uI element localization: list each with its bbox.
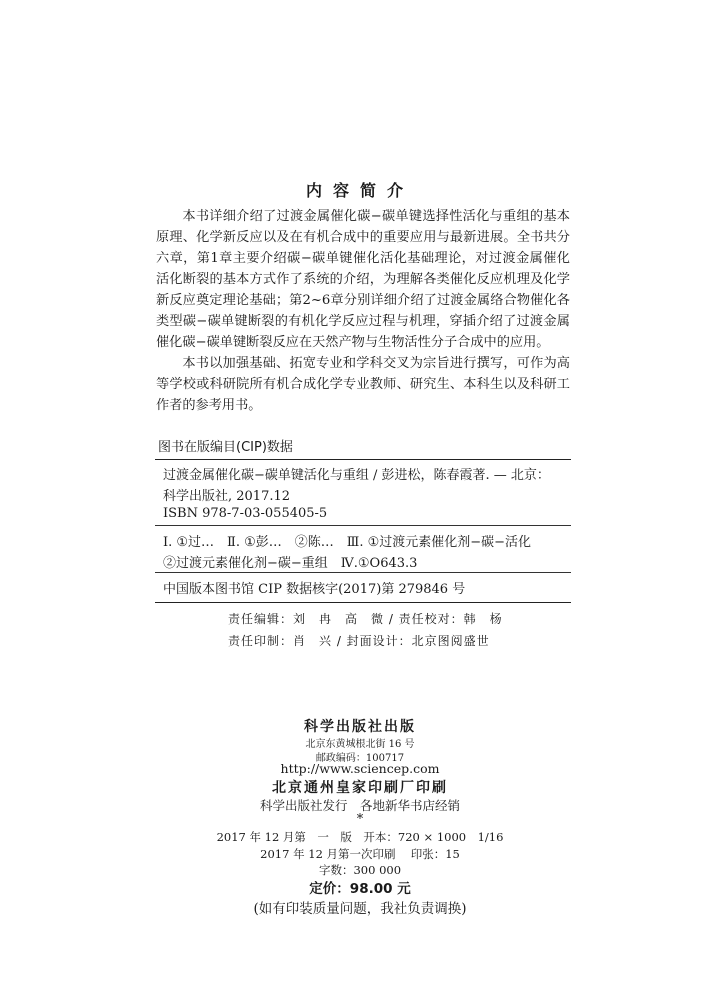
cip-line-title: 过渡金属催化碳−碳单键活化与重组 / 彭进松，陈春霞著. — 北京： — [163, 468, 550, 483]
publisher-name: 科学出版社出版 — [304, 719, 416, 735]
cip-divider — [155, 572, 571, 573]
cip-line-publisher: 科学出版社, 2017.12 — [163, 489, 291, 504]
separator-asterisk: * — [356, 812, 364, 827]
cip-line-classification-1: Ⅰ. ①过… Ⅱ. ①彭… ②陈… Ⅲ. ①过渡元素催化剂−碳−活化 — [163, 535, 532, 550]
production-credits: 责任印制：肖 兴 / 封面设计：北京图阅盛世 — [228, 634, 490, 648]
distribution-info: 科学出版社发行 各地新华书店经销 — [259, 798, 460, 813]
edition-info: 2017 年 12 月第 一 版 开本：720 × 1000 1/16 — [216, 830, 504, 844]
publisher-website: http://www.sciencep.com — [280, 761, 440, 776]
intro-paragraph-2: 本书以加强基础、拓宽专业和学科交叉为宗旨进行撰写，可作为高等学校或科研院所有机合成化学专业教师、研究生、本科生以及科研工作者的参考用书。 — [156, 356, 570, 413]
intro-paragraph-1: 本书详细介绍了过渡金属催化碳−碳单键选择性活化与重组的基本原理、化学新反应以及在有机合成中的重要应用与最新进展。全书共分六章，第1章主要介绍碳−碳单键催化活化基础理论，对过渡金属催化活化断裂的基本方式作了系统的介绍，为理解各类催化反应机理及化学新反应奠定理论基础；第2~6章分别详细介绍了过渡金属络合物催化各类型碳−碳单键断裂的有机化学反应过程与机理，穿插介绍了过渡金属催化碳−碳单键断裂反应在天然产物与生物活性分子合成中的应用。 — [156, 209, 570, 350]
price: 定价：98.00 元 — [309, 881, 411, 897]
cip-line-classification-2: ②过渡元素催化剂−碳−重组 Ⅳ.①O643.3 — [163, 556, 418, 571]
cip-divider — [155, 525, 571, 526]
cip-data-box — [155, 459, 571, 603]
publisher-address: 北京东黄城根北街 16 号 — [305, 739, 415, 750]
cip-line-isbn: ISBN 978-7-03-055405-5 — [163, 506, 328, 521]
printing-info: 2017 年 12 月第一次印刷 印张：15 — [260, 847, 460, 861]
printer-name: 北京通州皇家印刷厂印刷 — [272, 780, 448, 796]
editor-credits: 责任编辑：刘 冉 高 微 / 责任校对：韩 杨 — [228, 612, 503, 626]
quality-notice: (如有印装质量问题，我社负责调换) — [253, 901, 467, 917]
cip-line-record-number: 中国版本图书馆 CIP 数据核字(2017)第 279846 号 — [163, 582, 466, 597]
word-count: 字数：300 000 — [318, 863, 402, 877]
cip-heading: 图书在版编目(CIP)数据 — [158, 440, 293, 455]
intro-title: 内容简介 — [305, 181, 414, 200]
publisher-postcode: 邮政编码：100717 — [315, 753, 405, 764]
